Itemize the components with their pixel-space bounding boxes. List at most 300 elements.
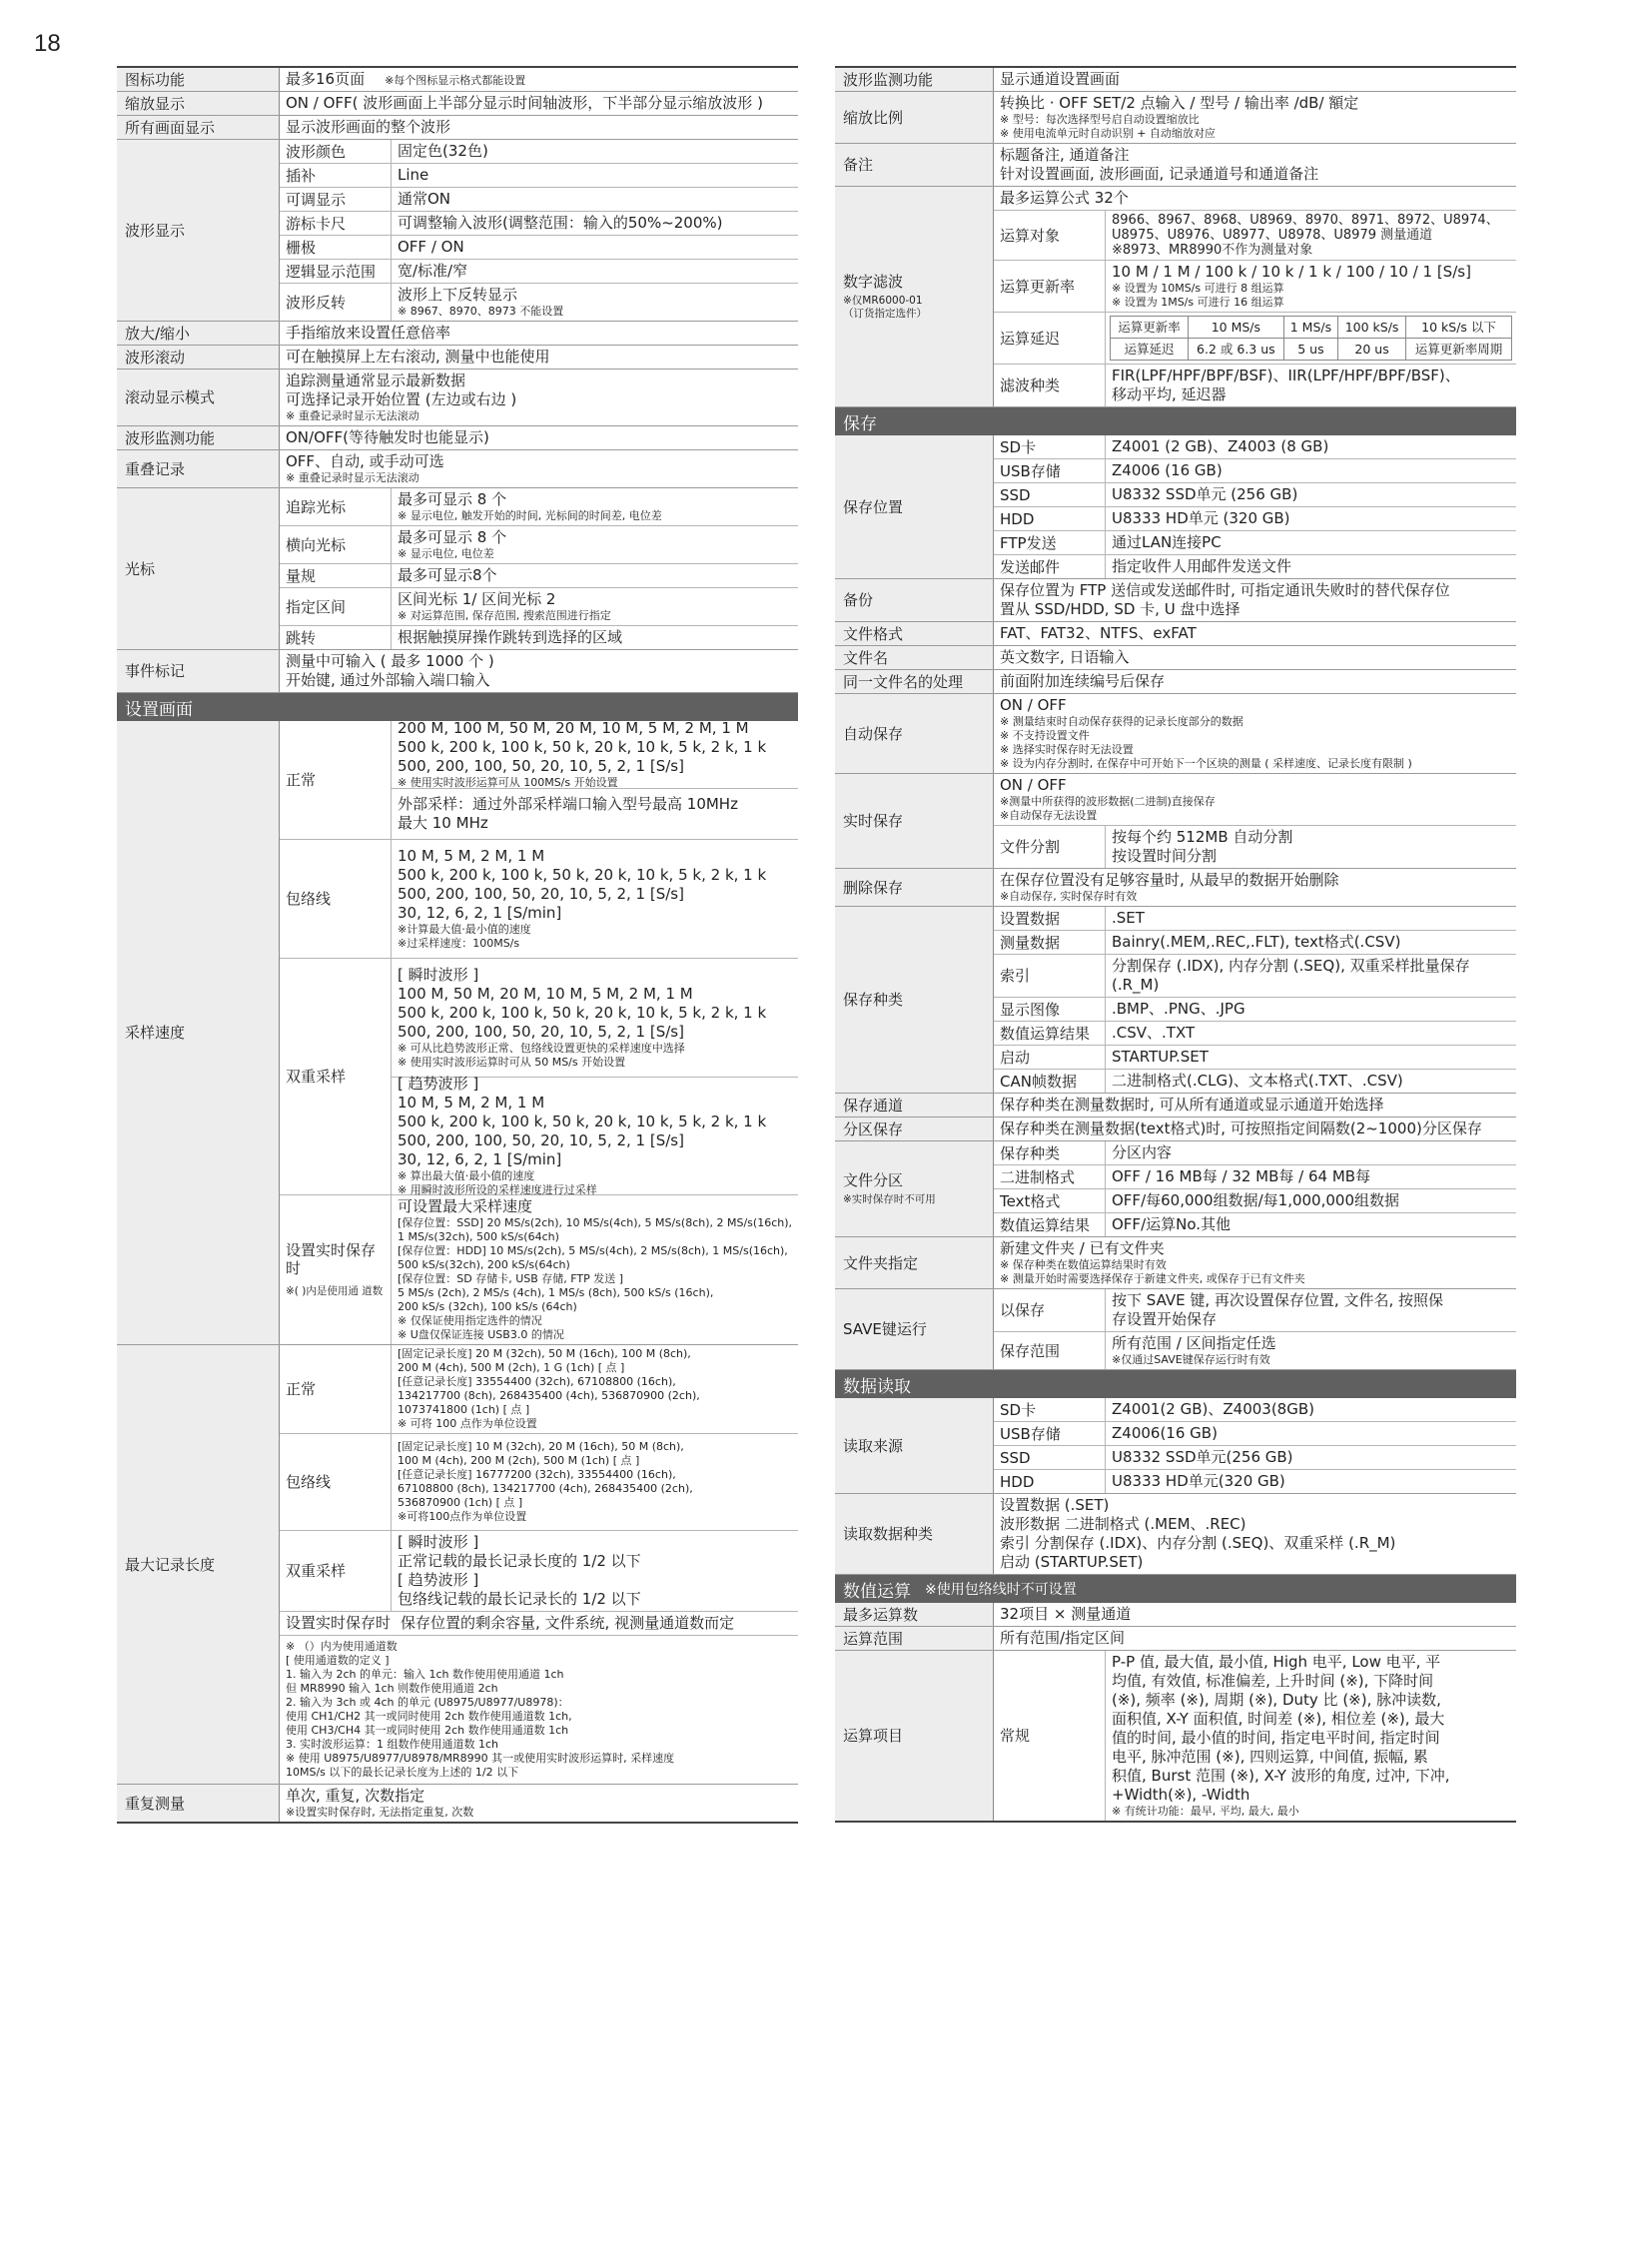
- spec-sub-key: 测量数据: [994, 931, 1106, 954]
- spec-row: [835, 1141, 1516, 1237]
- spec-sub-value: [1106, 907, 1516, 930]
- spec-sub-value: [1106, 555, 1516, 578]
- spec-label: [117, 450, 279, 487]
- delay-table-cell: 10 kS/s 以下: [1406, 317, 1512, 339]
- section-title: 数值运算: [843, 1581, 911, 1602]
- spec-label: [117, 1345, 279, 1784]
- spec-value: [994, 1094, 1516, 1117]
- spec-sub-key: 可调显示: [280, 188, 392, 211]
- spec-body: [279, 1345, 798, 1784]
- spec-sub-value-inner: [392, 236, 798, 259]
- spec-body: [993, 1603, 1516, 1626]
- spec-sub-key: HDD: [994, 1470, 1106, 1493]
- value-text: 分割保存 (.IDX), 内存分割 (.SEQ), 双重采样批量保存 (.R_M): [1112, 957, 1470, 994]
- value-text: OFF/运算No.其他: [1112, 1215, 1232, 1233]
- section-note: ※使用包络线时不可设置: [925, 1582, 1077, 1598]
- spec-sub-value-inner: [1106, 507, 1516, 530]
- spec-body: [993, 92, 1516, 143]
- spec-label-wrap: [125, 1024, 185, 1042]
- value-text: 所有范围 / 区间指定任选: [1112, 1334, 1276, 1352]
- value-text: [ 趋势波形 ] 10 M, 5 M, 2 M, 1 M 500 k, 200 k, 100 k, 50 k, 20 k, 10 k, 5 k, 2 k, 1 k 500, 200, 100, 50, 20, 10, 5, 2, 1 [S/s] 30, 12, 6, 2, 1 [S/min]: [398, 1074, 767, 1168]
- spec-row: [117, 450, 798, 488]
- spec-label-text: SAVE键运行: [843, 1320, 927, 1338]
- spec-body: [993, 1094, 1516, 1117]
- spec-sub-row: [994, 187, 1516, 211]
- note-text: ※ 算出最大值·最小值的速度 ※ 用瞬时波形所设的采样速度进行过采样: [398, 1168, 597, 1196]
- spec-label-wrap: [843, 649, 888, 667]
- spec-sub-row: [994, 531, 1516, 555]
- spec-sub-value: [1106, 1651, 1516, 1821]
- delay-table-row: [1111, 317, 1512, 339]
- spec-row: [835, 187, 1516, 407]
- value-text: Z4001 (2 GB)、Z4003 (8 GB): [1112, 437, 1329, 455]
- spec-label-wrap: [843, 156, 873, 174]
- spec-sub-key: 波形颜色: [280, 140, 392, 163]
- spec-sub-key: [280, 1195, 392, 1344]
- spec-sub-row: [994, 1213, 1516, 1236]
- spec-sub-row: [280, 188, 798, 212]
- spec-label: [117, 116, 279, 139]
- spec-label-wrap: [843, 625, 903, 643]
- spec-sub-value: [1106, 1289, 1516, 1331]
- spec-sub-key: 显示图像: [994, 998, 1106, 1021]
- spec-sub-value-inner: [392, 488, 798, 525]
- spec-label-text: 备注: [843, 156, 874, 174]
- spec-label-wrap: [125, 95, 185, 113]
- value-text: 转换比 · OFF SET/2 点输入 / 型号 / 输出率 /dB/ 額定: [1000, 94, 1359, 112]
- spec-body: [279, 346, 798, 369]
- spec-sub-key: USB存储: [994, 459, 1106, 482]
- spec-sub-value: [1106, 1189, 1516, 1212]
- spec-label: [117, 1785, 279, 1822]
- spec-sub-value: [1106, 435, 1516, 458]
- spec-row: [835, 869, 1516, 907]
- spec-body: [279, 68, 798, 91]
- value-text: OFF、自动, 或手动可选: [286, 452, 444, 470]
- spec-sub-value: [280, 1636, 798, 1784]
- spec-label: [117, 488, 279, 649]
- spec-sub-row: [994, 826, 1516, 868]
- spec-label: [835, 646, 993, 669]
- spec-label: [835, 187, 993, 406]
- spec-sub-row: [994, 211, 1516, 261]
- spec-sub-key: 正常: [280, 1345, 392, 1433]
- spec-sub-key: SD卡: [994, 435, 1106, 458]
- value-text: 按下 SAVE 键, 再次设置保存位置, 文件名, 按照保 存设置开始保存: [1112, 1291, 1443, 1328]
- spec-sub-value-inner: [1106, 998, 1516, 1021]
- spec-label: [835, 1627, 993, 1650]
- value-text: U8333 HD单元(320 GB): [1112, 1472, 1285, 1490]
- spec-label-wrap: [125, 119, 215, 137]
- spec-label: [117, 92, 279, 115]
- spec-label-text: 所有画面显示: [125, 118, 216, 137]
- spec-value: [994, 1118, 1516, 1140]
- spec-sub-row: [280, 1195, 798, 1344]
- spec-body: [279, 488, 798, 649]
- spec-label-text: 文件分区: [843, 1171, 904, 1189]
- value-text: 测量中可输入 ( 最多 1000 个 ) 开始键, 通过外部输入端口输入: [286, 652, 494, 689]
- section-header: [835, 1370, 1516, 1398]
- spec-sub-value-inner: [1106, 1446, 1516, 1469]
- spec-sub-value-inner: [1106, 1070, 1516, 1093]
- spec-row: [835, 1289, 1516, 1370]
- value-text: Z4001(2 GB)、Z4003(8GB): [1112, 1400, 1314, 1418]
- right-spec-column: [835, 66, 1516, 1823]
- spec-sub-key: 双重采样: [280, 959, 392, 1194]
- spec-sub-value: [392, 1345, 798, 1433]
- value-text: 通常ON: [398, 190, 451, 208]
- spec-value: [994, 579, 1516, 621]
- value-text: 手指缩放来设置任意倍率: [286, 324, 451, 342]
- value-text: 追踪测量通常显示最新数据 可选择记录开始位置 (左边或右边 ): [286, 372, 517, 408]
- value-text: 保存种类在测量数据(text格式)时, 可按照指定间隔数(2~1000)分区保存: [1000, 1120, 1482, 1137]
- spec-sub-value-inner: [1106, 1022, 1516, 1045]
- spec-value: [994, 1603, 1516, 1626]
- spec-sub-row: [280, 588, 798, 626]
- spec-sub-key: 运算更新率: [994, 261, 1106, 312]
- spec-label: [835, 1118, 993, 1140]
- note-text: ※ 设置为 10MS/s 可进行 8 组运算 ※ 设置为 1MS/s 可进行 16 组运算: [1112, 282, 1284, 309]
- spec-label-wrap: [125, 429, 215, 447]
- delay-table-row: [1111, 339, 1512, 361]
- spec-sub-value-inner: [1106, 1332, 1516, 1369]
- spec-label-text: 文件格式: [843, 624, 904, 643]
- spec-label-text: 缩放比例: [843, 108, 904, 127]
- spec-sub-value-inner: [1106, 555, 1516, 578]
- spec-label-wrap: [843, 673, 963, 691]
- spec-sub-value: [1106, 998, 1516, 1021]
- spec-sub-row: [994, 435, 1516, 459]
- spec-sub-row: [994, 483, 1516, 507]
- spec-sub-value: [1106, 1046, 1516, 1069]
- spec-sub-key: 发送邮件: [994, 555, 1106, 578]
- value-text: 保存位置为 FTP 送信或发送邮件时, 可指定通讯失败时的替代保存位 置从 SSD/HDD, SD 卡, U 盘中选择: [1000, 581, 1450, 618]
- spec-body: [279, 721, 798, 1344]
- spec-row: [117, 140, 798, 322]
- value-text: FAT、FAT32、NTFS、exFAT: [1000, 624, 1197, 642]
- spec-sub-key: 双重采样: [280, 1531, 392, 1611]
- spec-sub-value-inner: [1106, 1046, 1516, 1069]
- spec-sub-value: [392, 588, 798, 625]
- spec-sub-row: [994, 1289, 1516, 1332]
- spec-body: [993, 646, 1516, 669]
- spec-body: [993, 435, 1516, 578]
- spec-row: [835, 670, 1516, 694]
- section-header: [835, 407, 1516, 435]
- delay-table-cell: 运算更新率: [1111, 317, 1189, 339]
- spec-body: [993, 1118, 1516, 1140]
- note-text: ※设置实时保存时, 无法指定重复, 次数: [286, 1806, 474, 1819]
- spec-body: [993, 774, 1516, 868]
- value-text: U8333 HD单元 (320 GB): [1112, 509, 1290, 527]
- spec-sub-key: 正常: [280, 721, 392, 839]
- spec-sub-value: [1106, 1446, 1516, 1469]
- spec-row: [835, 1494, 1516, 1575]
- spec-row: [835, 66, 1516, 92]
- spec-sub-value-inner: [1106, 261, 1516, 312]
- spec-sub-value: [1106, 1422, 1516, 1445]
- spec-sub-key: 逻辑显示范围: [280, 260, 392, 283]
- note-text: ※ 对运算范围, 保存范围, 搜索范围进行指定: [398, 609, 611, 622]
- value-text: [ 瞬时波形 ] 正常记载的最长记录长度的 1/2 以下 [ 趋势波形 ] 包络线记载的最长记录长的 1/2 以下: [398, 1533, 641, 1608]
- spec-value: [994, 694, 1516, 773]
- spec-sub-row: [280, 1636, 798, 1784]
- value-text: 在保存位置没有足够容量时, 从最早的数据开始删除: [1000, 871, 1339, 889]
- value-text: ON/OFF(等待触发时也能显示): [286, 428, 489, 446]
- spec-label-text: 波形滚动: [125, 348, 186, 367]
- spec-sub-row: [280, 212, 798, 236]
- value-text: 外部采样：通过外部采样端口输入型号最高 10MHz 最大 10 MHz: [398, 795, 738, 832]
- spec-label: [835, 68, 993, 91]
- value-text: 10 M, 5 M, 2 M, 1 M 500 k, 200 k, 100 k, 50 k, 20 k, 10 k, 5 k, 2 k, 1 k 500, 200, 100, 50, 20, 10, 5, 2, 1 [S/s] 30, 12, 6, 2, 1 [S/min]: [398, 847, 767, 922]
- spec-row: [835, 1627, 1516, 1651]
- spec-sub-row: [280, 164, 798, 188]
- spec-sub-row: [280, 1531, 798, 1612]
- spec-sub-key: 文件分割: [994, 826, 1106, 868]
- value-text: 波形上下反转显示: [398, 286, 518, 304]
- spec-row: [117, 370, 798, 426]
- value-text: OFF / 16 MB每 / 32 MB每 / 64 MB每: [1112, 1167, 1371, 1185]
- spec-label-wrap: [125, 71, 185, 89]
- note-text: [固定记录长度] 20 M (32ch), 50 M (16ch), 100 M (8ch), 200 M (4ch), 500 M (2ch), 1 G (1ch) [ 点 ] [任意记录长度] 33554400 (32ch), 67108800 (16ch), 134217700 (8ch), 268435400 (4ch), 536870900 (2ch), 1073741800 (1ch) [ 点 ] ※ 可将 100 点作为单位设置: [398, 1347, 700, 1430]
- value-text: .CSV、.TXT: [1112, 1024, 1196, 1042]
- spec-sub-key: 波形反转: [280, 284, 392, 321]
- spec-sub-value-inner: [1106, 1470, 1516, 1493]
- spec-sub-value-inner: [1106, 931, 1516, 954]
- value-text: 显示波形画面的整个波形: [286, 118, 451, 136]
- spec-sub-value: [1106, 1398, 1516, 1421]
- spec-body: [993, 622, 1516, 645]
- spec-sub-value: [1106, 1141, 1516, 1164]
- spec-sub-key: 启动: [994, 1046, 1106, 1069]
- value-text: 新建文件夹 / 已有文件夹: [1000, 1239, 1165, 1257]
- spec-sub-value: [392, 164, 798, 187]
- spec-label: [835, 435, 993, 578]
- spec-label-text: 保存位置: [843, 497, 904, 516]
- spec-sub-key: SD卡: [994, 1398, 1106, 1421]
- note-text: [固定记录长度] 10 M (32ch), 20 M (16ch), 50 M (8ch), 100 M (4ch), 200 M (2ch), 500 M (1ch) [ 点 ] [任意记录长度] 16777200 (32ch), 33554400 (16ch), 67108800 (8ch), 134217700 (4ch), 268435400 (2ch), 536870900 (1ch) [ 点 ] ※可将100点作为单位设置: [398, 1440, 693, 1523]
- spec-body: [279, 426, 798, 449]
- value-text: 指定收件人用邮件发送文件: [1112, 557, 1292, 575]
- spec-sub-key: 运算延迟: [994, 313, 1106, 364]
- value-text: 宽/标准/窄: [398, 262, 468, 280]
- spec-body: [279, 450, 798, 487]
- value-text: 英文数字, 日语输入: [1000, 648, 1130, 666]
- spec-sub-value: [392, 1434, 798, 1530]
- spec-label-text: 采样速度: [125, 1024, 186, 1042]
- note-text: ※ 重叠记录时显示无法滚动: [286, 471, 419, 484]
- spec-value: [280, 450, 798, 487]
- section-title: 数据读取: [843, 1376, 911, 1397]
- spec-sub-row: [280, 526, 798, 564]
- spec-sub-row: [994, 955, 1516, 998]
- spec-label-wrap: [125, 460, 185, 478]
- spec-sub-key: 栅极: [280, 236, 392, 259]
- value-text: 200 M, 100 M, 50 M, 20 M, 10 M, 5 M, 2 M, 1 M 500 k, 200 k, 100 k, 50 k, 20 k, 10 k, 5 k, 2 k, 1 k 500, 200, 100, 50, 20, 10, 5, 2, 1 [S/s]: [398, 719, 767, 775]
- delay-table: [1110, 316, 1512, 361]
- spec-label-wrap: [125, 325, 190, 343]
- value-text: 设置数据 (.SET) 波形数据 二进制格式 (.MEM、.REC) 索引 分割保存 (.IDX)、内存分割 (.SEQ)、双重采样 (.R_M) 启动 (STARTUP.SET): [1000, 1496, 1396, 1571]
- value-text: ON / OFF: [1000, 696, 1067, 714]
- spec-body: [993, 1237, 1516, 1288]
- value-text: Z4006 (16 GB): [1112, 461, 1223, 479]
- spec-label-text: 最大记录长度: [125, 1555, 216, 1574]
- spec-sub-value-inner: [1106, 483, 1516, 506]
- spec-sub-row: [994, 1165, 1516, 1189]
- spec-row: [835, 579, 1516, 622]
- spec-label-wrap: [843, 273, 927, 321]
- spec-sub-value-inner: [1106, 826, 1516, 868]
- spec-sub-value-inner: [392, 164, 798, 187]
- spec-label-wrap: [843, 1630, 903, 1648]
- spec-sub-table-wrap: [1106, 313, 1516, 364]
- spec-sub-value: [1106, 313, 1516, 364]
- spec-label-text: 实时保存: [843, 812, 904, 830]
- spec-row: [117, 116, 798, 140]
- spec-sub-value: [392, 1531, 798, 1611]
- spec-sub-key: 追踪光标: [280, 488, 392, 525]
- spec-sub-value: [1106, 459, 1516, 482]
- spec-sub-row: [280, 1345, 798, 1434]
- spec-sub-value-inner: [1106, 1165, 1516, 1188]
- spec-sub-row: [994, 1470, 1516, 1493]
- spec-sub-value-inner: [1106, 1141, 1516, 1164]
- spec-label: [117, 322, 279, 345]
- value-text: 固定色(32色): [398, 142, 488, 160]
- spec-value: [994, 1627, 1516, 1650]
- spec-label-text: 放大/缩小: [125, 324, 191, 343]
- spec-label-wrap: [843, 498, 903, 516]
- spec-label-text: 读取数据种类: [843, 1525, 934, 1543]
- spec-sub-row: [280, 626, 798, 649]
- spec-row: [835, 1651, 1516, 1823]
- value-text: 显示通道设置画面: [1000, 70, 1121, 88]
- spec-row: [835, 435, 1516, 579]
- spec-label-wrap: [843, 1121, 903, 1138]
- value-text: FIR(LPF/HPF/BPF/BSF)、IIR(LPF/HPF/BPF/BSF)、 移动平均, 延迟器: [1112, 367, 1460, 403]
- spec-value: [994, 670, 1516, 693]
- spec-sub-value: [1106, 1022, 1516, 1045]
- spec-sub-key-text: 设置实时保存时: [286, 1241, 377, 1277]
- spec-label-wrap: [843, 591, 873, 609]
- spec-label-note: ※仅MR6000-01 （订货指定选件）: [843, 295, 927, 320]
- spec-sub-key: 保存种类: [994, 1141, 1106, 1164]
- spec-value: [280, 370, 798, 425]
- value-text: 32项目 × 测量通道: [1000, 1605, 1132, 1623]
- value-text: 保存位置的剩余容量, 文件系统, 视测量通道数而定: [401, 1614, 735, 1632]
- spec-body: [993, 1651, 1516, 1821]
- spec-sub-row: [280, 1434, 798, 1531]
- spec-sub-value-inner: [392, 284, 798, 321]
- spec-sub-row: [994, 1651, 1516, 1821]
- spec-value: [994, 92, 1516, 143]
- spec-row: [117, 1785, 798, 1824]
- spec-value: [994, 869, 1516, 906]
- spec-sub-row: [994, 1446, 1516, 1470]
- spec-sub-key: 设置实时保存时: [286, 1614, 392, 1632]
- value-text: 分区内容: [1112, 1143, 1173, 1161]
- value-text: Line: [398, 166, 429, 184]
- spec-sub-value: [1106, 955, 1516, 997]
- spec-value: [994, 1494, 1516, 1574]
- spec-sub-value: [392, 840, 798, 958]
- spec-sub-key: 滤波种类: [994, 365, 1106, 406]
- spec-sub-value: [392, 626, 798, 649]
- spec-label-wrap: [125, 560, 155, 578]
- value-text: 最多可显示 8 个: [398, 528, 507, 546]
- spec-sub-key: SSD: [994, 1446, 1106, 1469]
- spec-label: [835, 694, 993, 773]
- spec-sub-row: [280, 140, 798, 164]
- spec-sub-value-inner: [1106, 955, 1516, 997]
- spec-sub-key: 量规: [280, 564, 392, 587]
- spec-label: [117, 650, 279, 692]
- note-text: ※ 显示电位, 电位差: [398, 547, 494, 560]
- spec-sub-value: [994, 774, 1516, 825]
- spec-row: [835, 774, 1516, 869]
- spec-value: [280, 322, 798, 345]
- note-text: ※ 重叠记录时显示无法滚动: [286, 409, 419, 422]
- spec-body: [993, 68, 1516, 91]
- section-title: 设置画面: [125, 699, 193, 720]
- spec-label-text: 光标: [125, 559, 156, 578]
- spec-sub-row: [280, 260, 798, 284]
- spec-sub-key: 二进制格式: [994, 1165, 1106, 1188]
- spec-label-text: 重复测量: [125, 1794, 186, 1813]
- note-text: ※ 型号：每次选择型号启自动设置缩放比 ※ 使用电流单元时自动识别 + 自动缩放对应: [1000, 113, 1216, 140]
- spec-sub-value-inner: [1106, 907, 1516, 930]
- spec-value: [280, 650, 798, 692]
- spec-sub-value-inner: [392, 188, 798, 211]
- spec-sub-key: 常规: [994, 1651, 1106, 1821]
- spec-sub-row: [994, 365, 1516, 406]
- value-text: P-P 值, 最大值, 最小值, High 电平, Low 电平, 平 均值, 有效值, 标准偏差, 上升时间 (※), 下降时间 (※), 频率 (※), 周期 (※), Duty 比 (※), 脉冲读数, 面积值, X-Y 面积值, 时间差 (※), 相位差 (※), 最大 值的时间, 最小值的时间, 指定电平时间, 指定时间 电平, 脉冲范围 (※), 四则运算, 中间值, 振幅, 累 积值, Burst 范围 (※), X-Y 波形的角度, 过冲, 下冲, +Width(※), -Width: [1112, 1653, 1450, 1804]
- spec-label-wrap: [843, 109, 903, 127]
- note-text: ※ 使用实时波形运算可从 100MS/s 开始设置: [398, 776, 618, 789]
- spec-sub-row: [994, 555, 1516, 578]
- spec-body: [993, 187, 1516, 406]
- value-text: 最多可显示8个: [398, 566, 497, 584]
- spec-value: [994, 622, 1516, 645]
- spec-sub-key: 数值运算结果: [994, 1022, 1106, 1045]
- spec-sub-value: [1106, 1070, 1516, 1093]
- spec-sub-row: [280, 959, 798, 1195]
- spec-row: [117, 1345, 798, 1785]
- spec-sub-value: [1106, 931, 1516, 954]
- spec-label-wrap: [843, 879, 903, 897]
- spec-sub-row: [994, 459, 1516, 483]
- spec-label-text: 备份: [843, 591, 874, 609]
- spec-row: [835, 694, 1516, 774]
- spec-label: [835, 1094, 993, 1117]
- spec-row: [835, 1398, 1516, 1494]
- spec-sub-value-inner: [392, 1434, 798, 1530]
- value-text: 可调整输入波形(调整范围：输入的50%~200%): [398, 214, 723, 232]
- note-text: [保存位置：SSD] 20 MS/s(2ch), 10 MS/s(4ch), 5 MS/s(8ch), 2 MS/s(16ch), 1 MS/s(32ch), 500 kS/s(64ch) [保存位置：HDD] 10 MS/s(2ch), 5 MS/s(4ch), 2 MS/s(8ch), 1 MS/s(16ch), 500 kS/s(32ch), 200 kS/s(64ch) [保存位置：SD 存储卡, USB 存储, FTP 发送 ] 5 MS/s (2ch), 2 MS/s (4ch), 1 MS/s (8ch), 500 kS/s (16ch), 200 kS/s (32ch), 100 kS/s (64ch) ※ 仅保证使用指定选件的情况 ※ U盘仅保证连接 USB3.0 的情况: [398, 1216, 793, 1341]
- spec-label-text: 事件标记: [125, 662, 186, 680]
- spec-label: [835, 144, 993, 186]
- spec-value: [280, 1785, 798, 1822]
- spec-body: [279, 322, 798, 345]
- spec-label-wrap: [843, 1727, 903, 1745]
- value-text: .SET: [1112, 909, 1145, 927]
- value-text: 根据触摸屏操作跳转到选择的区域: [398, 628, 623, 646]
- spec-sub-value-inner: [1106, 1289, 1516, 1331]
- value-text: 通过LAN连接PC: [1112, 533, 1222, 551]
- spec-label-wrap: [843, 1525, 933, 1543]
- spec-sub-part: [392, 789, 798, 839]
- page-number: 18: [34, 30, 61, 57]
